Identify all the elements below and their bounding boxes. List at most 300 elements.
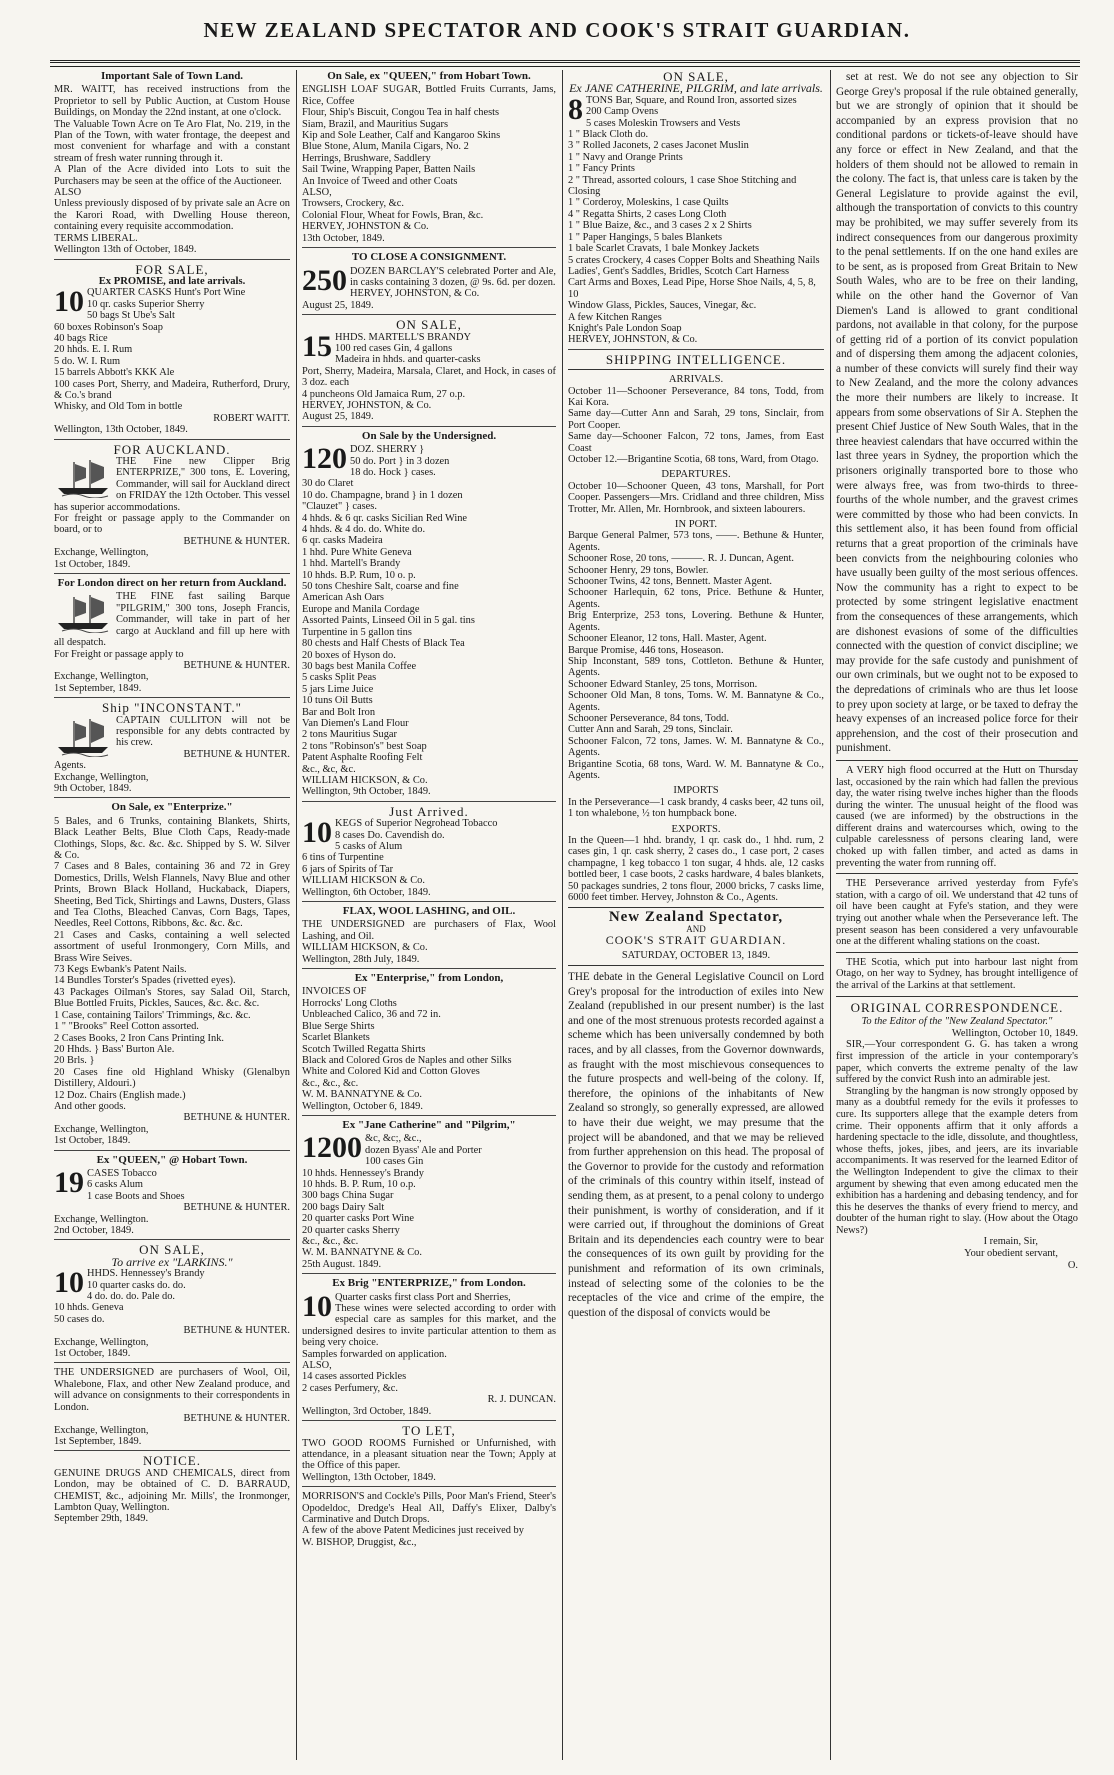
list-item: Schooner Henry, 29 tons, Bowler.: [568, 564, 709, 576]
ad-line: Scotch Twilled Regatta Shirts: [302, 1043, 426, 1055]
ad-line: Scarlet Blankets: [302, 1032, 370, 1044]
ad-line: Port, Sherry, Madeira, Marsala, Claret, and Hock, in cases of 3 doz. each: [302, 365, 556, 389]
ad-line: Exchange, Wellington,: [54, 771, 149, 783]
arrivals-label: ARRIVALS.: [668, 374, 724, 386]
ad-line: Agents.: [54, 760, 87, 772]
ad-lines: [568, 92, 824, 346]
ad-title: On Sale, ex "Enterprize.": [111, 801, 233, 814]
ad-line: WILLIAM HICKSON, & Co.: [302, 942, 428, 954]
ad-line: Exchange, Wellington,: [54, 1336, 149, 1348]
ad-line: 30 do Claret: [302, 478, 354, 490]
column-shipping: [564, 70, 828, 1760]
ad-line: 20 quarter casks Sherry: [302, 1224, 400, 1236]
ad-line: Exchange, Wellington,: [54, 547, 149, 559]
news-flood: A VERY high flood occurred at the Hutt on Thursday last, occasioned by the rain which had fallen the previous day, the water rising twelve inches higher than the floods during the winter. The unusual height of the flood was caused (we are informed) by the obstructions in the different drains and watercourses which, owing to the culpable carelessness of persons clearing land, were choked up with fallen timber, and acted as dams in preventing the water from running off.: [836, 764, 1078, 869]
ad-title: On Sale, ex "QUEEN," from Hobart Town.: [327, 70, 531, 82]
ad-line: 6 tins of Turpentine: [302, 852, 384, 864]
ad-line: INVOICES OF: [302, 986, 367, 998]
ad-line: 4 hhds. & 4 do. do. White do.: [302, 524, 426, 536]
column-editorial: [832, 70, 1082, 1760]
advertisement: [302, 431, 556, 802]
editorial-continued: set at rest. We do not see any objection to Sir George Grey's proposal if the rule obtained generally, but we are strongly of opinion that it should be accompanied by an express provision that no conditional pardons or tickets-of-leave should have any force or effect in New Zealand, and that the holders of them should not be allowed to remain in the colony. The fact is, that unless care is taken by the General Legislature to provide against the evil, although the transportation of convicts to this country may be prohibited, we may suffer severely from its indirect consequences from our dangerous proximity to the penal settlements. If on the one hand exiles are to be sent, as is proposed from Great Britain to New South Wales, who are to be free on their landing, while on the other hand the Governor of Van Diemen's Land is allowed to grant conditional pardons, not available in that colony, for the purpose of getting rid of a portion of its convict population and of dispersing them among the adjacent colonies, a number of these convicts will surely find their way to New Zealand, and the more the colony advances the more their numbers are likely to increase. It appears from some observations of Sir A. Stephen the present Chief Justice of New South Wales, that in the three heaviest calendars that have occurred within the last three years in Sydney, the proportion which the prisoners originally transported bore to those who were always free, was from two-thirds to three-fourths of the whole number, and the gravest crimes were committed by those who had been convicts. In this settlement also, it has been found from official returns that a great proportion of the criminals have been convicts from the neighbouring colonies who have usually been guilty of the most serious offences. Now the community has a right to expect to be protected by some stringent legislative enactment from the consequences of these arrangements, which are dishonest evasions of some of the difficulties connected with the question of convict discipline; we may provide for the safe custody and punishment of our own criminals, but we ought not to be exposed to the depredations of criminals who are thus let loose to prey upon society at large, or be taxed to defray the heavy expenses of an increased police force for their apprehension, and the cost of their prosecution and punishment.: [836, 71, 1078, 755]
list-item: In the Queen—1 hhd. brandy, 1 qr. cask do., 1 hhd. rum, 2 cases gin, 1 qr. cask sherry, 2 cases do., 1 case port, 2 cases champagne, 1 keg tobacco 1 ton sugar, 4 hhds. ale, 12 casks bottled beer, 1 case boots, 2 casks hardware, 4 bales blankets, 50 packages sundries, 2 tons flour, 2000 bricks, 7 casks lime, 6000 feet timber. Hervey, Johnston & Co., Agents.: [568, 835, 824, 904]
ad-line: 4 do. do. do. Pale do.: [87, 1291, 176, 1303]
advertisement: [54, 1244, 290, 1363]
ad-line: 5 casks Split Peas: [302, 672, 377, 684]
ad-line: For freight or passage apply to the Commander on board, or to: [54, 513, 290, 536]
list-item: TONS Bar, Square, and Round Iron, assorted sizes: [586, 94, 797, 106]
ad-line: 9th October, 1849.: [54, 782, 132, 794]
ad-line: 20 Cases fine old Highland Whisky (Glenalbyn Distillery, Aldouri.): [54, 1066, 290, 1090]
ad-line: 73 Kegs Ewbank's Patent Nails.: [54, 964, 187, 976]
ad-line: 18 do. Hock } cases.: [350, 467, 436, 478]
ad-line: 10 hhds. B.P. Rum, 10 o. p.: [302, 569, 416, 581]
ad-line: &c., &c., &c.: [302, 1077, 359, 1089]
ad-line: Black and Colored Gros de Naples and other Silks: [302, 1054, 512, 1066]
nameplate-subtitle: COOK'S STRAIT GUARDIAN.: [605, 933, 787, 948]
ad-line: Blue Serge Shirts: [302, 1020, 375, 1032]
divider: [836, 760, 1078, 761]
ad-line: DOZ. SHERRY }: [350, 444, 425, 456]
ad-title: ON SALE,: [396, 317, 462, 333]
ad-line: 12 Doz. Chairs (English made.): [54, 1089, 186, 1101]
column-advertisements-2: [298, 70, 560, 1760]
ad-subtitle: Ex PROMISE, and late arrivals.: [98, 275, 246, 287]
advertisement: [54, 1155, 290, 1241]
list-item: 1 " Fancy Prints: [568, 163, 635, 175]
ad-line: Wellington, 13th October, 1849.: [302, 1471, 436, 1483]
ad-line: Wellington, 28th July, 1849.: [302, 953, 420, 965]
advertisement: [54, 261, 290, 440]
departures-list: [568, 481, 824, 515]
ad-line: 7 Cases and 8 Bales, containing 36 and 72 in Grey Domestics, Drills, Welsh Flannels, Navy Blue and other Prints, Brown Black Holland, Huckaback, Diapers, Sheeting, Bed Tick, Shirtings and Lawns, Dusters, Glass and Tea Cloths, Bleached Canvas, Corn Bags, Tapes, Needles, Reel Cottons, Ribbons, &c. &c. &c.: [54, 861, 290, 930]
ad-line: 4 puncheons Old Jamaica Rum, 27 o.p.: [302, 388, 466, 400]
ad-line: 50 tons Cheshire Salt, coarse and fine: [302, 581, 459, 593]
ad-line: Sail Twine, Wrapping Paper, Batten Nails: [302, 164, 476, 176]
advertisement: [302, 319, 556, 427]
divider: [836, 873, 1078, 874]
exports-list: [568, 835, 824, 903]
ad-line: 1st October, 1849.: [54, 1348, 131, 1360]
advertisement: [54, 578, 290, 698]
ad-title: On Sale by the Undersigned.: [361, 429, 497, 442]
ad-line: 5 jars Lime Juice: [302, 683, 374, 695]
list-item: Schooner Harlequin, 62 tons, Price. Bethune & Hunter, Agents.: [568, 587, 824, 610]
imports-list: [568, 797, 824, 820]
list-item: HERVEY, JOHNSTON, & Co.: [568, 334, 698, 346]
list-item: Schooner Perseverance, 84 tons, Todd.: [568, 712, 729, 724]
ad-signature: BETHUNE & HUNTER.: [183, 748, 290, 760]
advertisement: [302, 71, 556, 248]
ad-line: Kip and Sole Leather, Calf and Kangaroo Skins: [302, 130, 501, 142]
ad-line: Exchange, Wellington,: [54, 1123, 149, 1135]
ad-line: 1 hhd. Pure White Geneva: [302, 546, 412, 558]
ad-line: 20 hhds. E. I. Rum: [54, 344, 133, 356]
ad-line: HHDS. MARTELL'S BRANDY: [335, 331, 472, 343]
column-rule: [562, 70, 563, 1760]
nameplate-and: AND: [686, 923, 706, 934]
news-scotia: THE Scotia, which put into harbour last night from Otago, on her way to Sydney, has brought intelligence of the arrival of the Larkins at that settlement.: [836, 956, 1078, 991]
ad-line: 43 Packages Oilman's Stores, say Salad Oil, Starch, Blue Bottled Fruits, Pickles, Sauces, &c. &c. &c.: [54, 986, 290, 1010]
ad-title: Ex Brig "ENTERPRIZE," from London.: [332, 1277, 526, 1290]
ad-title: NOTICE.: [143, 1453, 201, 1469]
ad-line: THE FINE fast sailing Barque "PILGRIM," 300 tons, Joseph Francis, Commander, will take in part of her cargo at Auckland and fill up here with all despatch.: [54, 591, 290, 649]
masthead: NEW ZEALAND SPECTATOR AND COOK'S STRAIT GUARDIAN.: [203, 18, 911, 42]
ad-line: 2 tons "Robinson's" best Soap: [302, 740, 427, 752]
ad-line: 10 do. Champagne, brand } in 1 dozen: [302, 489, 463, 501]
ad-signature: R. J. DUNCAN.: [487, 1394, 556, 1406]
ad-line: Samples forwarded on application.: [302, 1348, 447, 1360]
list-item: Same day—Schooner Falcon, 72 tons, James, from East Coast: [568, 431, 824, 454]
ad-line: 6 casks Alum: [87, 1179, 143, 1191]
ad-signature: BETHUNE & HUNTER.: [183, 535, 290, 547]
ad-line: THE UNDERSIGNED are purchasers of Wool, Oil, Whalebone, Flax, and other New Zealand produce, and will advance on consignments to their correspondents in London.: [54, 1367, 290, 1413]
ad-line: &c., &c, &c.: [302, 763, 356, 775]
ad-line: 14 cases assorted Pickles: [302, 1371, 407, 1383]
list-item: Barque Promise, 446 tons, Hoseason.: [568, 644, 724, 656]
advertisement: [302, 1278, 556, 1421]
ad-title: FOR SALE,: [135, 261, 209, 277]
ad-line: TWO GOOD ROOMS Furnished or Unfurnished, with attendance, in a pleasant situation near the Town; Apply at the Office of this paper.: [302, 1437, 556, 1472]
advertisement: [302, 252, 556, 315]
column-advertisements-1: [50, 70, 294, 1760]
ad-line: Assorted Paints, Linseed Oil in 5 gal. tins: [302, 615, 475, 627]
list-item: Cutter Ann and Sarah, 29 tons, Sinclair.: [568, 724, 733, 736]
list-item: October 12.—Brigantine Scotia, 68 tons, Ward, from Otago.: [568, 454, 819, 465]
inport-list: [568, 530, 824, 781]
ad-line: Herrings, Brushware, Saddlery: [302, 152, 431, 164]
ad-line: Turpentine in 5 gallon tins: [302, 626, 412, 638]
ad-line: 50 cases do.: [54, 1313, 105, 1325]
ad-line: HERVEY, JOHNSTON, & Co.: [302, 399, 432, 411]
ad-line: KEGS of Superior Negrohead Tobacco: [335, 818, 498, 830]
ad-line: 25th August. 1849.: [302, 1258, 382, 1270]
list-item: Brigantine Scotia, 68 tons, Ward. W. M. Bannatyne & Co., Agents.: [568, 758, 824, 781]
ad-line: 100 cases Port, Sherry, and Madeira, Rutherford, Drury, & Co.'s brand: [54, 378, 290, 401]
ad-line: Exchange, Wellington,: [54, 1424, 149, 1436]
correspondence-body-2: Strangling by the hangman is now strongly opposed by many as a doubtful remedy for the evils it professes to cure. Its supporters allege that the example deters from crime. Their opponents affirm that it only affords a hardening spectacle to the idle, dissolute, and thoughtless, whose thefts, jokes, jibes, and jeers, are its invariable accompaniments. It was reserved for the learned Editor of the Wellington Independent to give the climax to their argument by shewing that even among educated men the exhibition has a hardening and debasing tendency, and for this he deserves the thanks of every friend to mercy, and doubter of the human right to slay. (How about the Otago News?): [836, 1085, 1078, 1236]
ad-signature: BETHUNE & HUNTER.: [183, 1112, 290, 1124]
paper-nameplate: New Zealand Spectator,: [608, 909, 784, 926]
ad-line: QUARTER CASKS Hunt's Port Wine: [87, 287, 246, 299]
advertisement: [54, 702, 290, 798]
advertisement: [54, 441, 290, 574]
ad-line: W. BISHOP, Druggist, &c.,: [302, 1536, 417, 1548]
ad-title: Ex "Enterprise," from London,: [354, 972, 504, 985]
ad-quantity: 10: [54, 285, 84, 319]
divider: [836, 996, 1078, 997]
ad-line: dozen Byass' Ale and Porter: [365, 1144, 482, 1156]
ad-line: 60 boxes Robinson's Soap: [54, 321, 163, 333]
list-item: 1 " Navy and Orange Prints: [568, 151, 683, 163]
ad-line: 1st October, 1849.: [54, 558, 131, 570]
ad-quantity: 120: [302, 442, 347, 476]
ad-line: TERMS LIBERAL.: [54, 232, 138, 244]
ad-line: THE Fine new Clipper Brig ENTERPRIZE," 300 tons, E. Lovering, Commander, will sail for Auckland direct on FRIDAY the 12th October. This vessel has superior accommodations.: [54, 456, 290, 513]
signoff: I remain, Sir,: [983, 1236, 1038, 1248]
ad-line: 2 Cases Books, 2 Iron Cans Printing Ink.: [54, 1032, 224, 1044]
ad-title: Ship "INCONSTANT.": [101, 700, 242, 716]
ad-title: FLAX, WOOL LASHING, and OIL.: [342, 905, 516, 918]
list-item: Ladies', Gent's Saddles, Bridles, Scotch Cart Harness: [568, 265, 790, 277]
ad-line: 6 jars of Spirits of Tar: [302, 863, 394, 875]
list-item: 1 " Black Cloth do.: [568, 129, 649, 141]
ad-line: 13th October, 1849.: [302, 232, 385, 244]
ad-line: 5 Bales, and 6 Trunks, containing Blankets, Shirts, Black Leather Belts, Blue Cloth Caps, Ready-made Clothings, Slops, &c. &c. &c. Shipped by S. W. Silver & Co.: [54, 815, 290, 861]
ad-line: Blue Stone, Alum, Manila Cigars, No. 2: [302, 141, 469, 153]
ad-line: WILLIAM HICKSON, & Co.: [302, 774, 428, 786]
news-perseverance: THE Perseverance arrived yesterday from Fyfe's station, with a cargo of oil. We understand that 42 tuns of oil have been caught at Fyfe's station, and they were trying out another whale when the Perseverance left. The present season has been considered a very unfavourable one at the different whaling stations on the coast.: [836, 878, 1078, 948]
list-item: 1 " Blue Baize, &c., and 3 cases 2 x 2 Shirts: [568, 220, 752, 232]
ad-line: Van Diemen's Land Flour: [302, 717, 409, 729]
ship-woodcut-icon: [54, 458, 112, 498]
ad-line: Unless previously disposed of by private sale an Acre on the Karori Road, with Dwelling House thereon, containing every requisite accommodation.: [54, 198, 290, 233]
advertisement: [302, 803, 556, 902]
ad-line: 1 Case, containing Tailors' Trimmings, &c. &c.: [54, 1009, 251, 1021]
arrivals-list: [568, 386, 824, 466]
list-item: 2 " Thread, assorted colours, 1 case Shoe Stitching and Closing: [568, 174, 799, 198]
ad-title: Just Arrived.: [389, 803, 469, 819]
ad-line: 5 do. W. I. Rum: [54, 355, 121, 367]
ad-line: WILLIAM HICKSON & Co.: [302, 875, 425, 887]
list-item: In the Perseverance—1 cask brandy, 4 casks beer, 42 tuns oil, 1 ton whalebone, ½ ton humpback bone.: [568, 796, 824, 820]
ad-line: August 25, 1849.: [302, 299, 374, 311]
list-item: 4 " Regatta Shirts, 2 cases Long Cloth: [568, 208, 727, 220]
advertisement: [54, 1455, 290, 1527]
ad-line: ALSO: [54, 187, 82, 199]
ad-line: A Plan of the Acre divided into Lots to suit the Purchasers may be seen at the office of the Auctioneer.: [54, 164, 290, 187]
masthead-rule: [50, 60, 1080, 67]
list-item: October 11—Schooner Perseverance, 84 tons, Todd, from Kai Kora.: [568, 385, 824, 408]
ad-line: 1st October, 1849.: [54, 1135, 131, 1147]
ad-line: 40 bags Rice: [54, 332, 108, 344]
ad-quantity: 10: [302, 1289, 332, 1323]
ad-line: Patent Asphalte Roofing Felt: [302, 752, 423, 764]
divider: [836, 952, 1078, 953]
divider: [568, 965, 824, 966]
ad-line: W. M. BANNATYNE & Co.: [302, 1089, 422, 1101]
ad-line: An Invoice of Tweed and other Coats: [302, 175, 458, 187]
ad-line: Wellington, October 6, 1849.: [302, 1100, 423, 1112]
ad-line: Trowsers, Crockery, &c.: [302, 198, 404, 210]
exports-label: EXPORTS.: [671, 823, 721, 835]
ad-subtitle: Ex JANE CATHERINE, PILGRIM, and late arrivals.: [569, 81, 823, 96]
ad-quantity: 10: [54, 1266, 84, 1300]
list-item: Cart Arms and Boxes, Lead Pipe, Horse Shoe Nails, 4, 5, 8, 10: [568, 277, 819, 300]
ad-line: 10 tuns Oil Butts: [302, 695, 373, 707]
ad-title: Ex "QUEEN," @ Hobart Town.: [96, 1153, 248, 1166]
list-item: Knight's Pale London Soap: [568, 322, 682, 334]
ad-signature: BETHUNE & HUNTER.: [183, 1325, 290, 1337]
ad-quantity: 250: [302, 263, 347, 297]
ad-line: 10 hhds. Hennessey's Brandy: [302, 1167, 424, 1179]
correspondence-title: ORIGINAL CORRESPONDENCE.: [850, 999, 1064, 1015]
ad-line: 50 do. Port } in 3 dozen: [350, 455, 450, 467]
ad-line: Exchange, Wellington.: [54, 1213, 149, 1225]
ad-line: CASES Tobacco: [87, 1167, 157, 1179]
advertisement: [54, 71, 290, 260]
ad-title: ON SALE,: [663, 70, 729, 84]
list-item: 1 " Corderoy, Moleskins, 1 case Quilts: [568, 197, 729, 209]
ad-quantity: 15: [302, 329, 332, 363]
list-item: 200 Camp Ovens: [586, 106, 659, 118]
ad-line: 2nd October, 1849.: [54, 1225, 134, 1236]
ad-line: 30 bags best Manila Coffee: [302, 660, 417, 672]
correspondence-body: SIR,—Your correspondent G. G. has taken a wrong first impression of the article in your contemporary's paper, which converts the extreme penalty of the law suffered by the convict Rush into an admirable jest.: [836, 1039, 1078, 1086]
ad-line: CAPTAIN CULLITON will not be responsible for any debts contracted by his crew.: [116, 714, 290, 749]
ad-line: September 29th, 1849.: [54, 1513, 149, 1525]
ad-line: August 25, 1849.: [302, 411, 374, 423]
list-item: Schooner Eleanor, 12 tons, Hall. Master, Agent.: [568, 633, 767, 645]
list-item: 5 crates Crockery, 4 cases Copper Bolts and Sheathing Nails: [568, 254, 820, 266]
ad-line: MORRISON'S and Cockle's Pills, Poor Man's Friend, Steer's Opodeldoc, Dredge's Heal All, Daffy's Elixer, Dalby's Carminative and Dutch Drops.: [302, 1491, 556, 1525]
ad-line: 1 case Boots and Shoes: [87, 1190, 185, 1202]
ad-line: 20 boxes of Hyson do.: [302, 649, 396, 661]
ad-line: GENUINE DRUGS AND CHEMICALS, direct from London, may be obtained of C. D. BARRAUD, CHEMIST, &c., adjoining Mr. Mills', the Ironmonger, Lambton Quay, Wellington.: [54, 1467, 290, 1513]
advertisement: [568, 71, 824, 350]
ad-line: 8 cases Do. Cavendish do.: [335, 829, 445, 841]
ad-line: 200 bags Dairy Salt: [302, 1201, 385, 1213]
ad-quantity: 10: [302, 816, 332, 850]
list-item: A few Kitchen Ranges: [568, 311, 662, 323]
advertisement: [54, 802, 290, 1150]
ship-woodcut-icon: [54, 593, 112, 633]
advertisement: [302, 1120, 556, 1274]
list-item: Schooner Rose, 20 tons, ———. R. J. Duncan, Agent.: [568, 553, 794, 565]
list-item: October 10—Schooner Queen, 43 tons, Marshall, for Port Cooper. Passengers—Mrs. Cridland and three children, Miss Trotter, Mr. Allen, Mr. Hornbrook, and sixteen labourers.: [568, 480, 824, 515]
ad-line: A few of the above Patent Medicines just received by: [302, 1525, 524, 1537]
ad-line: Wellington, 13th October, 1849.: [54, 424, 188, 436]
list-item: Schooner Old Man, 8 tons, Toms. W. M. Bannatyne & Co., Agents.: [568, 690, 824, 713]
divider: [568, 369, 824, 370]
list-item: Schooner Falcon, 72 tons, James. W. M. Bannatyne & Co., Agents.: [568, 735, 824, 759]
ad-line: 20 Hhds. } Bass' Burton Ale.: [54, 1043, 175, 1055]
imports-label: IMPORTS: [673, 785, 719, 797]
ad-quantity: 8: [568, 92, 583, 126]
ad-line: 80 chests and Half Chests of Black Tea: [302, 638, 465, 650]
ad-quantity: 19: [54, 1165, 84, 1199]
ad-line: Europe and Manila Cordage: [302, 603, 420, 615]
ad-signature: BETHUNE & HUNTER.: [183, 1413, 290, 1425]
ad-line: HERVEY, JOHNSTON, & Co.: [350, 288, 480, 300]
ad-title: For London direct on her return from Auckland.: [57, 577, 287, 590]
list-item: Same day—Cutter Ann and Sarah, 29 tons, Sinclair, from Port Cooper.: [568, 408, 824, 431]
ad-line: Horrocks' Long Cloths: [302, 997, 397, 1009]
ad-title: TO CLOSE A CONSIGNMENT.: [351, 251, 507, 264]
ad-line: Colonial Flour, Wheat for Fowls, Bran, &c.: [302, 209, 484, 221]
ad-line: Bar and Bolt Iron: [302, 706, 376, 718]
advertisement: [302, 1491, 556, 1551]
departures-label: DEPARTURES.: [661, 469, 731, 481]
ad-line: Exchange, Wellington,: [54, 671, 149, 683]
ad-line: MR. WAITT, has received instructions from the Proprietor to sell by Public Auction, at Custom House Buildings, on Monday the 22nd instant, at one o'clock.: [54, 84, 290, 119]
list-item: Brig Enterprize, 253 tons, Lovering. Bethune & Hunter, Agents.: [568, 610, 824, 633]
ad-line: 10 hhds. Geneva: [54, 1302, 124, 1314]
ad-line: White and Colored Kid and Cotton Gloves: [302, 1066, 480, 1078]
ad-line: 10 quarter casks do. do.: [87, 1279, 186, 1291]
ad-line: Wellington, 6th October, 1849.: [302, 886, 431, 898]
ad-line: Siam, Brazil, and Mauritius Sugars: [302, 118, 449, 130]
section-title: SHIPPING INTELLIGENCE.: [605, 351, 787, 367]
ad-line: 10 qr. casks Superior Sherry: [87, 298, 205, 310]
issue-date: SATURDAY, OCTOBER 13, 1849.: [621, 949, 771, 961]
ad-line: 1st September, 1849.: [54, 1435, 142, 1447]
advertisement: [54, 1367, 290, 1451]
ad-line: 21 Cases and Casks, containing a well selected assortment of useful Ironmongery, Corn Mills, and Brass Wire Seives.: [54, 929, 290, 964]
ad-line: Unbleached Calico, 36 and 72 in.: [302, 1009, 441, 1021]
ad-line: Madeira in hhds. and quarter-casks: [335, 354, 481, 366]
ad-line: HHDS. Hennessey's Brandy: [87, 1268, 205, 1280]
advertisement: [302, 1425, 556, 1487]
ad-line: Wellington, 3rd October, 1849.: [302, 1405, 432, 1417]
editorial-text: THE debate in the General Legislative Council on Lord Grey's proposal for the introduction of exiles into New Zealand (republished in our present number) is the last and one of the most strenuous protests recorded against a scheme which has been universally condemned by both races, and by all classes, from the Governor downwards, as fraught with the most mischievous consequences to the future prospects and well-being of the colony. If, therefore, the opinions of the inhabitants of New Zealand so strongly, so generally expressed, are allowed to have their due weight, we may presume that the project will be abandoned, and that we may be relieved from further apprehension on this head. The proposal of the Governor to provide for the custody and reformation of the criminals of this country within itself, instead of sending them, as at present, to a penal colony to undergo their punishment, is worthy of consideration, and if it were carried out, if throughout the dominions of Great Britain and its dependencies each country were to bear the consequences of its own guilt by providing for the punishment and reformation of its own criminals, instead of selecting some of the colonies to be the receptacles of the vice and crime of the empire, the question of the disposal of convicts would be: [568, 971, 824, 1319]
divider: [568, 907, 824, 908]
ad-signature: BETHUNE & HUNTER.: [183, 659, 290, 671]
ad-subtitle: To arrive ex "LARKINS.": [111, 1254, 233, 1269]
list-item: Window Glass, Pickles, Sauces, Vinegar, &c.: [568, 300, 757, 312]
ad-quantity: 1200: [302, 1131, 362, 1165]
ad-line: &c., &c., &c.: [302, 1236, 359, 1247]
ad-line: These wines were selected according to order with especial care as samples for this market, and the undersigned desires to invite particular attention to them as being very choice.: [302, 1303, 556, 1349]
ad-line: W. M. BANNATYNE & Co.: [302, 1247, 422, 1259]
signature: O.: [1067, 1259, 1078, 1271]
ad-line: ENGLISH LOAF SUGAR, Bottled Fruits Currants, Jams, Rice, Coffee: [302, 84, 556, 107]
ad-signature: ROBERT WAITT.: [213, 412, 290, 424]
ad-title: Ex "Jane Catherine" and "Pilgrim,": [342, 1118, 516, 1131]
ad-line: The Valuable Town Acre on Te Aro Flat, No. 219, in the Plan of the Town, with water frontage, the deepest and most convenient for wharfage and with a constant stream of fresh water running through it.: [54, 118, 290, 164]
ad-title: Important Sale of Town Land.: [100, 70, 244, 82]
ad-line: DOZEN BARCLAY'S celebrated Porter and Ale, in casks containing 3 dozen, @ 9s. 6d. per dozen.: [350, 265, 556, 288]
advertisement: [302, 906, 556, 969]
ad-line: 2 cases Perfumery, &c.: [302, 1382, 398, 1394]
ad-line: "Clauzet" } cases.: [302, 501, 377, 513]
ad-line: 15 barrels Abbott's KKK Ale: [54, 367, 175, 379]
ad-title: FOR AUCKLAND.: [113, 441, 231, 457]
ad-line: 1 hhd. Martell's Brandy: [302, 558, 401, 570]
ad-line: 2 tons Mauritius Sugar: [302, 729, 397, 741]
ad-line: ALSO,: [302, 187, 332, 199]
ad-line: 100 red cases Gin, 4 gallons: [335, 342, 453, 354]
ad-line: And other goods.: [54, 1100, 126, 1112]
ad-line: &c, &c;, &c.,: [365, 1133, 422, 1145]
signoff-2: Your obedient servant,: [964, 1248, 1058, 1260]
ad-line: 100 cases Gin: [365, 1156, 424, 1168]
ad-line: Wellington, 9th October, 1849.: [302, 786, 431, 798]
list-item: Schooner Twins, 42 tons, Bennett. Master Agent.: [568, 576, 772, 588]
list-item: 3 " Rolled Jaconets, 2 cases Jaconet Muslin: [568, 140, 749, 152]
ad-line: 4 hhds. & 6 qr. casks Sicilian Red Wine: [302, 512, 468, 524]
list-item: Ship Inconstant, 589 tons, Cottleton. Bethune & Hunter, Agents.: [568, 655, 824, 679]
ad-line: Wellington 13th of October, 1849.: [54, 244, 197, 256]
ad-line: Whisky, and Old Tom in bottle: [54, 401, 183, 413]
ad-line: American Ash Oars: [302, 592, 384, 604]
column-rule: [830, 70, 831, 1760]
ad-line: Flour, Ship's Biscuit, Congou Tea in half chests: [302, 107, 500, 119]
ad-title: ON SALE,: [139, 1242, 205, 1258]
ad-line: 1st September, 1849.: [54, 682, 142, 694]
ad-line: THE UNDERSIGNED are purchasers of Flax, Wool Lashing, and Oil.: [302, 919, 556, 942]
list-item: 1 " Paper Hangings, 5 bales Blankets: [568, 231, 723, 243]
correspondence-addressee: To the Editor of the "New Zealand Spectator.": [861, 1016, 1053, 1028]
ad-line: 50 bags St Ube's Salt: [87, 310, 175, 322]
list-item: Schooner Edward Stanley, 25 tons, Morrison.: [568, 678, 758, 690]
ad-line: Quarter casks first class Port and Sherries,: [335, 1291, 511, 1303]
list-item: Barque General Palmer, 573 tons, ——. Bethune & Hunter, Agents.: [568, 530, 824, 553]
ad-line: 5 casks of Alum: [335, 841, 403, 852]
correspondence-date: Wellington, October 10, 1849.: [951, 1027, 1078, 1039]
advertisement: [302, 973, 556, 1116]
ad-line: 10 hhds. B. P. Rum, 10 o.p.: [302, 1178, 416, 1190]
